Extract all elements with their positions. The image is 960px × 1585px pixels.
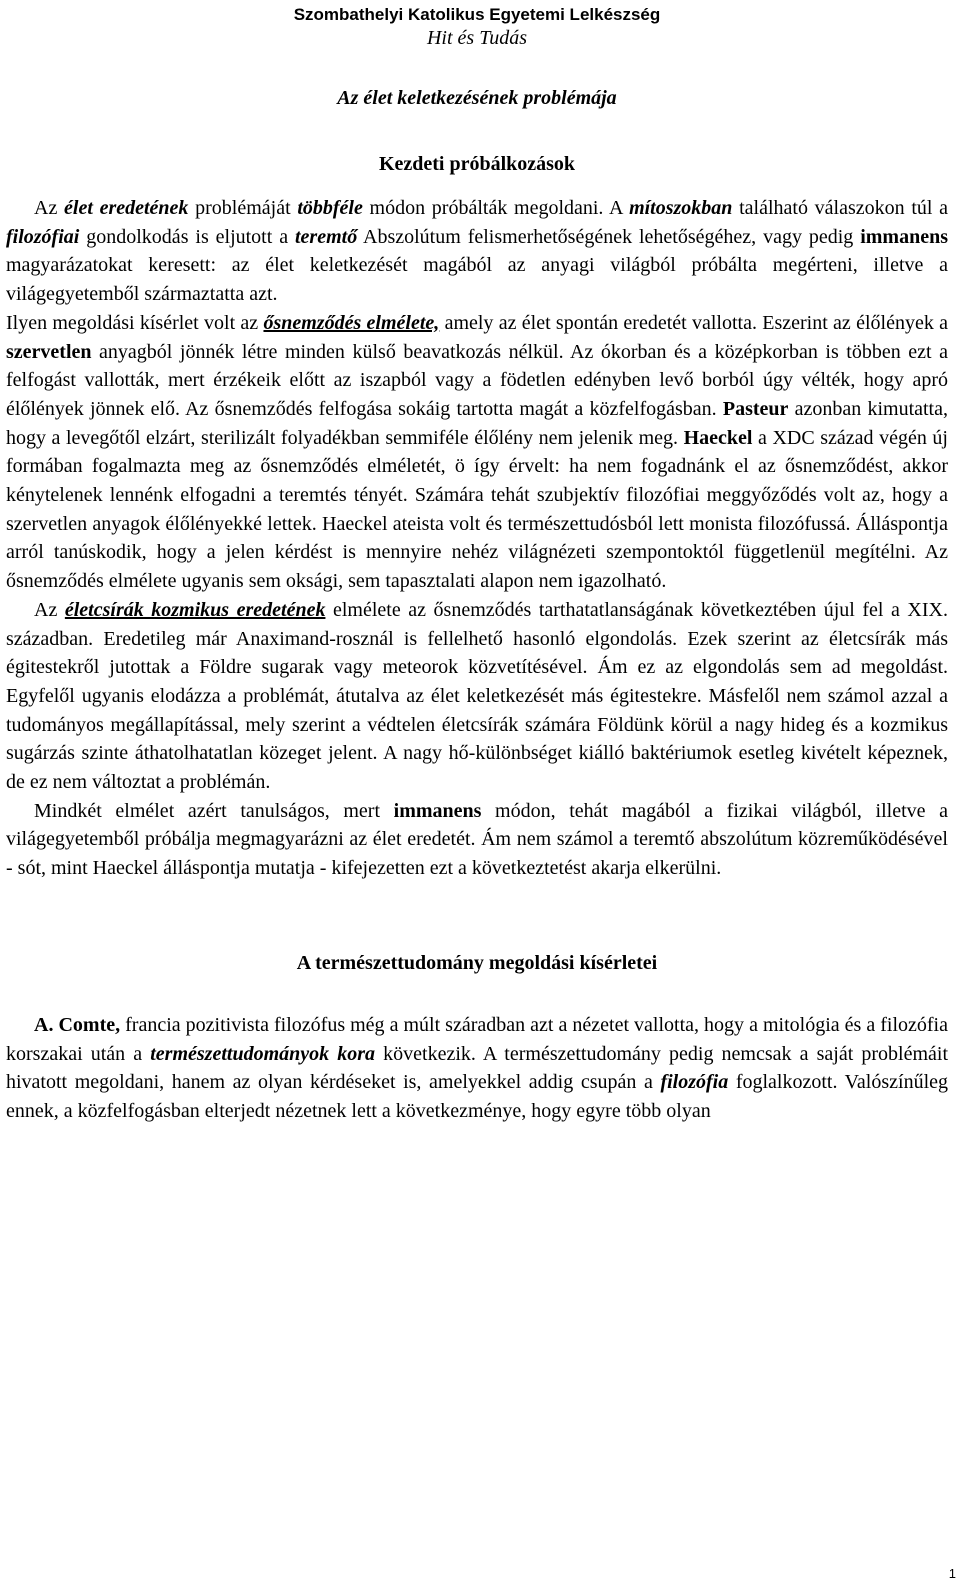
page-number: 1 [948, 1566, 956, 1581]
document-page [6, 0, 948, 1585]
section-body-initial-attempts [6, 194, 948, 883]
document-title: Az élet keletkezésének problémája [337, 87, 617, 109]
paragraph-comte: A. Comte, francia pozitivista filozófus még a múlt száradban azt a nézetet vallotta, hogy a mitológia és a filozófia korszakai után a természettudományok kora következik. A természettudomány pedig nemcsak a saját problémáit hivatott megoldani, hanem az olyan kérdéseket is, amelyekkel addig csupán a filozófia foglalkozott. Valószínűleg ennek, a közfelfogásban elterjedt nézetnek lett a következménye, hogy egyre több olyan [6, 1013, 948, 1122]
paragraph-both-theories: Mindkét elmélet azért tanulságos, mert immanens módon, tehát magából a fizikai világból, illetve a világegyetemből próbálja megmagyarázni az élet eredetét. Ám nem számol a teremtő abszolútum közreműködésével - sót, mint Haeckel álláspontja mutatja - kifejezetten ezt a következtetést akarja elkerülni. [6, 799, 949, 880]
header-organization: Szombathelyi Katolikus Egyetemi Lelkészség [293, 5, 661, 24]
section-body-natural-science [6, 1011, 948, 1126]
section-heading-natural-science: A természettudomány megoldási kísérletei [296, 951, 658, 974]
paragraph-origins: Az élet eredetének problémáját többféle módon próbálták megoldani. A mítoszokban található válaszokon túl a filozófiai gondolkodás is eljutott a teremtő Abszolútum felismerhetőségének lehetőségéhez, vagy pedig immanens magyarázatokat keresett: az élet keletkezését magából az anyagi világból próbálta megérteni, illetve a világegyetemből származtatta azt. [6, 197, 949, 306]
header-subtitle: Hit és Tudás [426, 27, 528, 49]
paragraph-cosmic-origin: Az életcsírák kozmikus eredetének elmélete az ősnemződés tarthatatlanságának következtében újul fel a XIX. században. Eredetileg már Anaximand-rosznál is fellelhető hasonló elgondolás. Ezek szerint az életcsírák más égitestekről jutottak a Földre sugarak vagy meteorok közvetítésével. Ám ez az elgondolás sem ad megoldást. Egyfelől ugyanis elodázza a problémát, átutalva az élet keletkezését más égitestekre. Másfelől nem számol azzal a tudományos megállapítással, mely szerint a védtelen életcsírák számára Földünk körül a nagy hideg és a kozmikus sugárzás szinte áthatolhatatlan közeget jelent. A nagy hő-különbséget kiálló baktériumok esetleg kivételt képeznek, de ez nem változtat a problémán. [6, 598, 948, 794]
paragraph-spontaneous-generation: Ilyen megoldási kísérlet volt az ősnemződés elmélete, amely az élet spontán eredetét vallotta. Eszerint az élőlények a szervetlen anyagból jönnék létre minden külső beavatkozás nélkül. Az ókorban és a középkorban is többen ezt a felfogást vallották, mert érzékeik előtt az iszapból vagy a födetlen edényben levő borból úgy vélték, hogy apró élőlények jönnek elő. Az ősnemződés felfogása sokáig tartotta magát a közfelfogásban. Pasteur azonban kimutatta, hogy a levegőtől elzárt, sterilizált folyadékban semmiféle élőlény nem jelenik meg. Haeckel a XDC század végén új formában fogalmazta meg az ősnemződés elméletét, ö így érvelt: ha nem fogadnánk el az ősnemződést, akkor kénytelenek lennénk elfogadni a teremtés tényét. Számára tehát szubjektív filozófiai meggyőződés volt az, hogy a szervetlen anyagok élőlényekké lettek. Haeckel ateista volt és természettudósból lett monista filozófussá. Álláspontja arról tanúskodik, hogy a jelen kérdést is mennyire nehéz világnézeti szempontoktól függetlenül megítélni. Az ősnemződés elmélete ugyanis sem oksági, sem tapasztalati alapon nem igazolható. [6, 311, 948, 593]
page-header [6, 3, 948, 49]
section-heading-initial-attempts: Kezdeti próbálkozások [378, 153, 576, 175]
